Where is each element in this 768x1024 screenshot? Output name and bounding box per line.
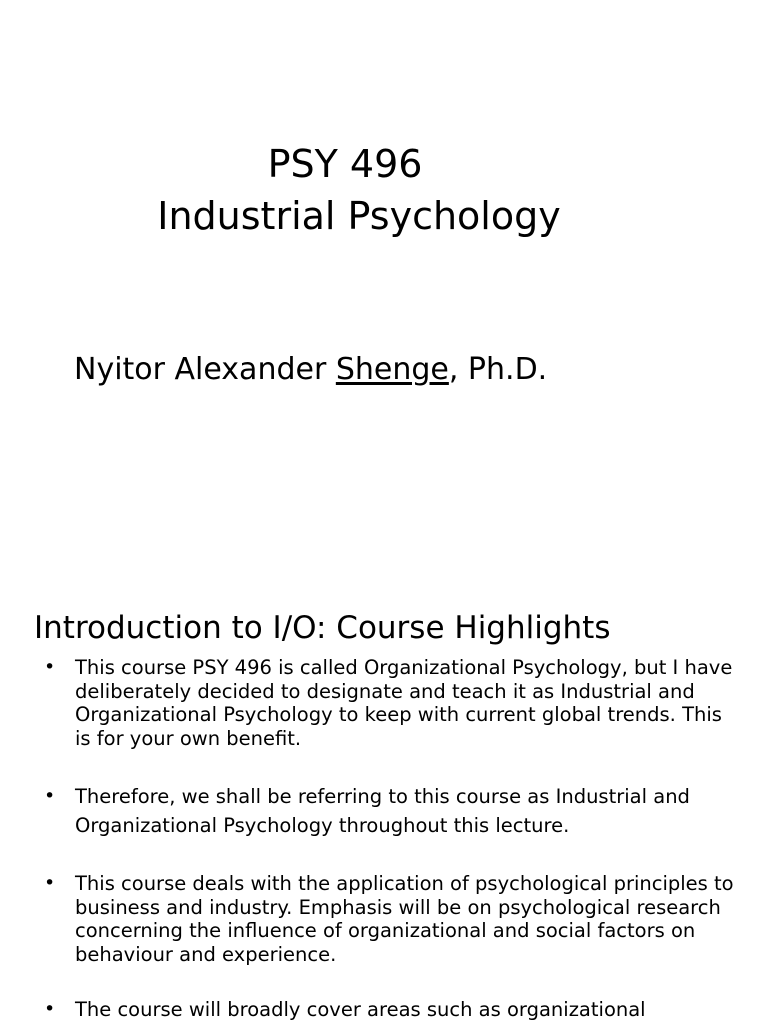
bullet-list [44, 656, 734, 1024]
bullet-item [44, 782, 734, 840]
bullet-dot: • [44, 785, 56, 807]
bullet-dot: • [44, 872, 56, 894]
bullet-text: This course PSY 496 is called Organizational Psychology, but I have deliberately decided to designate and teach it as Industrial and Organizational Psychology to keep with current global trends. This is for your own benefit. [75, 656, 733, 750]
bullet-item [44, 872, 734, 966]
bullet-text: This course deals with the application of psychological principles to business and industry. Emphasis will be on psychological research concerning the influence of organizational and social factors on behaviour and experience. [75, 872, 734, 966]
course-title: Industrial Psychology [157, 194, 561, 238]
lecturer-name-prefix: Nyitor Alexander [74, 352, 336, 387]
slide-heading: Introduction to I/O: Course Highlights [34, 610, 611, 646]
lecturer-name-suffix: , Ph.D. [448, 352, 548, 387]
bullet-text: The course will broadly cover areas such as organizational [75, 998, 646, 1021]
bullet-text: Therefore, we shall be referring to this course as Industrial and Organizational Psychology throughout this lecture. [75, 785, 690, 837]
course-code: PSY 496 [267, 142, 423, 186]
bullet-dot: • [44, 656, 56, 678]
lecturer-name [74, 350, 547, 390]
lecturer-surname: Shenge [335, 352, 449, 387]
bullet-dot: • [44, 998, 56, 1020]
highlights-slide [0, 576, 768, 1024]
bullet-item [44, 998, 734, 1022]
bullet-item [44, 656, 734, 750]
